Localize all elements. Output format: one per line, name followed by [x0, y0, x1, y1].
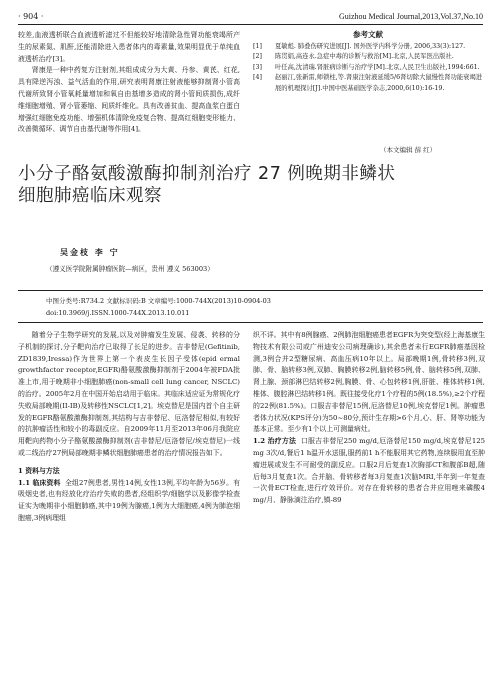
- reference-text: 赵丽江,张新雷,师锁柱,等.肾康注射液延缓5/6肾切除大鼠慢性肾功能衰竭进展的机理探讨[J].中国中医基础医学杂志,2000,6(10):16-19.: [275, 74, 483, 92]
- top-left-column: [18, 30, 240, 136]
- editor-note: （本文编辑 薛 红）: [380, 146, 437, 154]
- title-line: 小分子酪氨酸激酶抑制剂治疗 27 例晚期非鳞状: [18, 164, 396, 184]
- reference-text: 陈贯娟,高连永.急症中毒的诊断与救治[M].北京,人民军医出版社.: [275, 53, 454, 61]
- references-list: [253, 42, 485, 94]
- title-line: 细胞肺癌临床观察: [18, 186, 162, 206]
- reference-text: 叶任高,沈清瑞.肾脏病诊断与治疗学[M].北京,人民卫生出版社,1994:661.: [275, 63, 480, 71]
- journal-citation: Guizhou Medical Journal,2013,Vol.37,No.10: [338, 12, 483, 21]
- running-header: [18, 8, 483, 25]
- divider: [18, 290, 483, 291]
- authors: 吴金枝 李 宁: [60, 247, 120, 257]
- section-heading: 1 资料与方法: [18, 466, 60, 475]
- paragraph: 织不详。其中有8例腺癌、2例肺泡细胞癌患者EGFR为突变型(经上海基康生物技术有限公司或广州迪安公司病理确诊),其余患者未行EGFR肺癌基因检测,3例合并2型糖尿病、高血压病10年以上。局部晚期1例,骨转移3例,双肺、骨、脑转移3例,双肺、胸膜转移2例,脑转移5例,骨、脑转移5例,双肺、肾上腺、颈部淋巴结转移2例,胸膜、骨、心包转移1例,肝脏、椎体转移1例,椎体、腹腔淋巴结转移1例。既往接受化疗1个疗程的5例(18.5%),≥2个疗程的22例(81.5%)。口服吉非替尼15例,厄洛替尼10例,埃克替尼1例。肿瘤患者体力状况(KPS评分)为50~80分,预计生存期>6个月,心、肝、肾等功能为基本正常。至少有1个以上可测量病灶。: [253, 331, 485, 434]
- references-heading: 参考文献: [353, 30, 383, 39]
- classification-line: 中图分类号:R734.2 文献标识码:B 文章编号:1000-744X(2013)10-0904-03: [46, 297, 271, 305]
- subsection-heading: 1.2 治疗方法: [253, 437, 297, 446]
- article-title: [18, 163, 488, 207]
- page-number: · 904 ·: [18, 12, 44, 21]
- reference-item: [253, 73, 485, 94]
- paragraph: 肾康是一种中药复方注射剂,其组成成分为大黄、丹参、黄芪、红花,具有降逆泻浊、益气活血的作用,研究表明肾康注射液能够抑制肾小管高代谢所致肾小管氧耗量增加和氧自由基增多造成的肾小管间质损伤,成纤维细胞增殖、肾小管萎缩、间质纤维化。具有改善贫血、提高血浆白蛋白增强红细胞免疫功能、增强机体清除免疫复合物、提高红细胞变形能力、改善微循环、调节自由基代谢等作用[4]。: [18, 66, 240, 134]
- reference-number: [1]: [253, 43, 262, 50]
- reference-number: [2]: [253, 53, 262, 61]
- affiliation: （遵义医学院附属肿瘤医院—病区，贵州 遵义 563003）: [46, 265, 214, 273]
- body-right-column: [253, 330, 485, 507]
- doi-line: doi:10.3969/j.ISSN.1000-744X.2013.10.011: [46, 309, 190, 317]
- paragraph: 全组27例患者,男性14例,女性13例,平均年龄为56岁。有吸烟史者,也有经放化疗治疗失败的患者,经组织学/细胞学以及影像学检查证实为晚期非小细胞肺癌,其中19例为腺癌,1例为大细胞癌,4例为肺泡细胞癌,3例病理组: [18, 478, 240, 522]
- divider: [18, 322, 483, 323]
- reference-item: [253, 52, 485, 62]
- paragraph: 口服吉非替尼250 mg/d,厄洛替尼150 mg/d,埃克替尼125 mg 3次/d,餐后1 h温开水送服,服药前1 h不能服用其它药物,连续服用直至肿瘤进展或发生不可耐受的副反应。口服2月后复查1次胸部CT和腹部B超,随后每3月复查1次。合并脑、骨转移者每3月复查1次脑MRI,半年到一年复查一次骨ECT检查,进行疗效评价。对存在骨转移的患者合并应用唑来磷酸4 mg/月、静脉滴注治疗,镇-89: [253, 437, 486, 505]
- paragraph: 较差,血液透析联合血液透析滤过不但能较好地清除急性肾功能衰竭所产生的尿素氮、肌酐,还能清除进入患者体内的毒素量,效果明显优于单纯血液透析治疗[3]。: [18, 31, 240, 63]
- reference-item: [253, 42, 485, 52]
- body-left-column: [18, 330, 240, 525]
- paragraph: 随着分子生物学研究的发展,以及对肿瘤发生发展、侵袭、转移的分子机制的探讨,分子靶向治疗已取得了长足的进步。吉非替尼(Gefitinib, ZD1839,Iressa)作为世界上第一个表皮生长因子受体(epid ermal growthfactor receptor,EGFR)酪氨酸激酶抑制剂于2004年被FDA批准上市,用于晚期非小细胞肺癌(non-small cell lung cancer, NSCLC)的治疗。2005年2月在中国开始启动用于临床。其临床适应证为常规化疗失败局部晚期(II-IB)及转移性NSCLC[1,2]。埃克替尼是国内首个自主研发的EGFR酪氨酸激酶抑制剂,其结构与吉非替尼、厄洛替尼相似,有较好的抗肿瘤活性和较小的毒副反应。自2009年11月至2013年06月我院应用靶向药物小分子酪氨酸激酶抑制剂(吉非替尼/厄洛替尼/埃克替尼)一线或二线治疗27例局部晚期非鳞状细胞肺癌患者的治疗情况报告如下。: [18, 331, 240, 457]
- reference-text: 夏敏彪. 肺叠伤研究进展[J]. 国外医学内科学分册, 2006,33(3):127.: [275, 43, 466, 50]
- reference-number: [4]: [253, 74, 262, 82]
- reference-number: [3]: [253, 63, 262, 71]
- subsection-heading: 1.1 临床资料: [18, 478, 61, 487]
- reference-item: [253, 63, 485, 73]
